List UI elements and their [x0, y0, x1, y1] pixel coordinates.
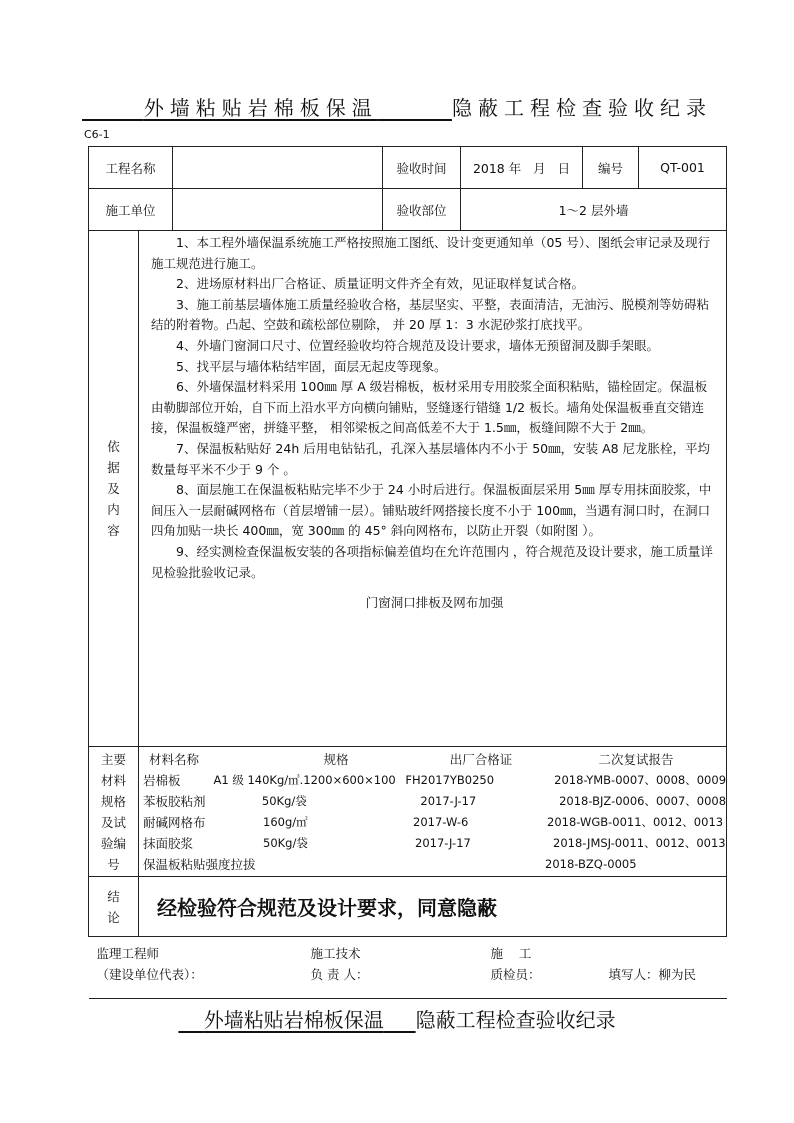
inspector-sign: 质检员：: [490, 967, 541, 982]
document-code: C6-1: [84, 128, 110, 141]
tech-label: 施工技术: [310, 946, 361, 961]
material-row: [143, 812, 726, 833]
conclusion-text: 经检验符合规范及设计要求，同意隐蔽: [139, 877, 727, 937]
writer-sign: 填写人：柳为民: [608, 967, 697, 982]
conclusion-label-text: 结论: [107, 888, 120, 925]
number-value: QT-001: [639, 147, 727, 189]
material-row: [143, 854, 726, 875]
project-name-label: 工程名称: [89, 147, 173, 189]
material-certificate: 2017-W-6: [413, 815, 469, 829]
material-certificate: FH2017YB0250: [405, 773, 495, 787]
materials-list: [139, 747, 727, 877]
footer-subject: 外墙粘贴岩棉板保温: [203, 1008, 384, 1032]
inspect-time-label: 验收时间: [383, 147, 461, 189]
material-name: 耐碱网格布: [143, 815, 206, 830]
basis-label-text: 依据及内容: [107, 439, 120, 538]
signature-row-1: [97, 943, 727, 964]
supervisor-sign: （建设单位代表）：: [96, 967, 203, 982]
signature-row-2: [97, 964, 727, 985]
part-label: 验收部位: [383, 189, 461, 231]
title-type: 隐蔽工程检查验收纪录: [451, 96, 712, 120]
material-certificate: 2017-J-17: [415, 836, 471, 850]
basis-paragraph: 9、经实测检查保温板安装的各项指标偏差值均在允许范围内 ，符合规范及设计要求，施工质量详见检验批验收记录。: [151, 543, 713, 580]
basis-paragraph: 2、进场原材料出厂合格证、质量证明文件齐全有效，见证取样复试合格。: [176, 276, 584, 292]
footer-title: [0, 1004, 794, 1033]
signature-section: [89, 937, 727, 999]
basis-paragraph: 8、面层施工在保温板粘贴完毕不少于 24 小时后进行。保温板面层采用 5㎜ 厚专用抹面胶浆，中间压入一层耐碱网格布（首层增铺一层）。铺贴玻纤网搭接长度不小于 100㎜，当遇有洞口时，在洞口四角加贴一块长 400㎜，宽 300㎜ 的 45° 斜向网格布，以防止开裂（如附图 ）。: [151, 482, 712, 539]
header-certificate: 出厂合格证: [449, 752, 513, 767]
material-name: 岩棉板: [143, 773, 181, 788]
header-material-name: 材料名称: [149, 752, 200, 767]
part-value: 1～2 层外墙: [461, 189, 727, 231]
material-row: [143, 791, 726, 812]
materials-label: [89, 747, 139, 877]
material-name: 保温板粘贴强度拉拔: [143, 857, 256, 872]
basis-paragraph: 6、外墙保温材料采用 100㎜ 厚 A 级岩棉板，板材采用专用胶浆全面积粘贴，锚栓固定。保温板由勒脚部位开始，自下而上沿水平方向横向铺贴，竖缝逐行错缝 1/2 板长。墙角处保温板垂直交错连接，保温板缝严密，拼缝平整， 相邻梁板之间高低差不大于 1.5㎜，板缝间隙不大于 2㎜。: [151, 379, 708, 436]
header-retest-report: 二次复试报告: [598, 752, 674, 767]
constructor-label: 施工单位: [89, 189, 173, 231]
supervisor-label: 监理工程师: [96, 946, 160, 961]
basis-paragraph: 5、找平层与墙体粘结牢固，面层无起皮等现象。: [176, 358, 447, 374]
conclusion-label: [89, 877, 139, 937]
material-row: [143, 770, 726, 791]
title-subject: 外墙粘贴岩棉板保温: [143, 96, 378, 120]
material-retest: 2018-YMB-0007、0008、0009: [554, 773, 727, 787]
material-spec: 160g/㎡: [263, 815, 308, 829]
inspection-form: [88, 146, 727, 999]
basis-paragraph: 3、施工前基层墙体施工质量经验收合格，基层坚实、平整，表面清洁，无油污、脱模剂等妨碍粘结的附着物。凸起、空鼓和疏松部位剔除， 并 20 厚 1：3 水泥砂浆打底找平。: [151, 296, 709, 333]
material-name: 抹面胶浆: [143, 836, 194, 851]
page-title: [0, 92, 794, 121]
material-spec: 50Kg/袋: [261, 794, 307, 808]
material-spec: A1 级 140Kg/㎥.1200×600×100: [213, 773, 396, 787]
tech-sign: 负 责 人：: [310, 967, 369, 982]
basis-content: [139, 231, 727, 747]
material-retest: 2018-BZQ-0005: [545, 857, 637, 871]
materials-header-row: [143, 749, 726, 770]
material-certificate: 2017-J-17: [420, 794, 477, 808]
basis-paragraph: 4、外墙门窗洞口尺寸、位置经验收均符合规范及设计要求，墙体无预留洞及脚手架眼。: [176, 337, 659, 353]
material-name: 苯板胶粘剂: [143, 794, 206, 809]
inspect-time-value: 2018 年 月 日: [461, 147, 583, 189]
figure-caption: 门窗洞口排板及网布加强: [365, 595, 504, 611]
material-spec: 50Kg/袋: [263, 836, 308, 850]
material-row: [143, 833, 726, 854]
material-retest: 2018-WGB-0011、0012、0013: [547, 815, 724, 829]
constructor-value: [173, 189, 383, 231]
basis-paragraph: 7、保温板粘贴好 24h 后用电钻钻孔，孔深入基层墙体内不小于 50㎜，安装 A8 尼龙胀栓，平均数量每平米不少于 9 个 。: [151, 440, 711, 477]
project-name-value: [173, 147, 383, 189]
footer-type: 隐蔽工程检查验收纪录: [415, 1008, 616, 1032]
construct-label: 施 工: [490, 946, 532, 961]
materials-label-text: 主要材料规格及试验编号: [100, 751, 126, 872]
basis-paragraph: 1、本工程外墙保温系统施工严格按照施工图纸、设计变更通知单（05 号）、图纸会审记录及现行施工规范进行施工。: [151, 235, 711, 271]
material-retest: 2018-BJZ-0006、0007、0008: [559, 794, 727, 808]
material-retest: 2018-JMSJ-0011、0012、0013: [553, 836, 726, 850]
header-spec: 规格: [323, 752, 349, 767]
basis-label: [89, 231, 139, 747]
number-label: 编号: [583, 147, 639, 189]
